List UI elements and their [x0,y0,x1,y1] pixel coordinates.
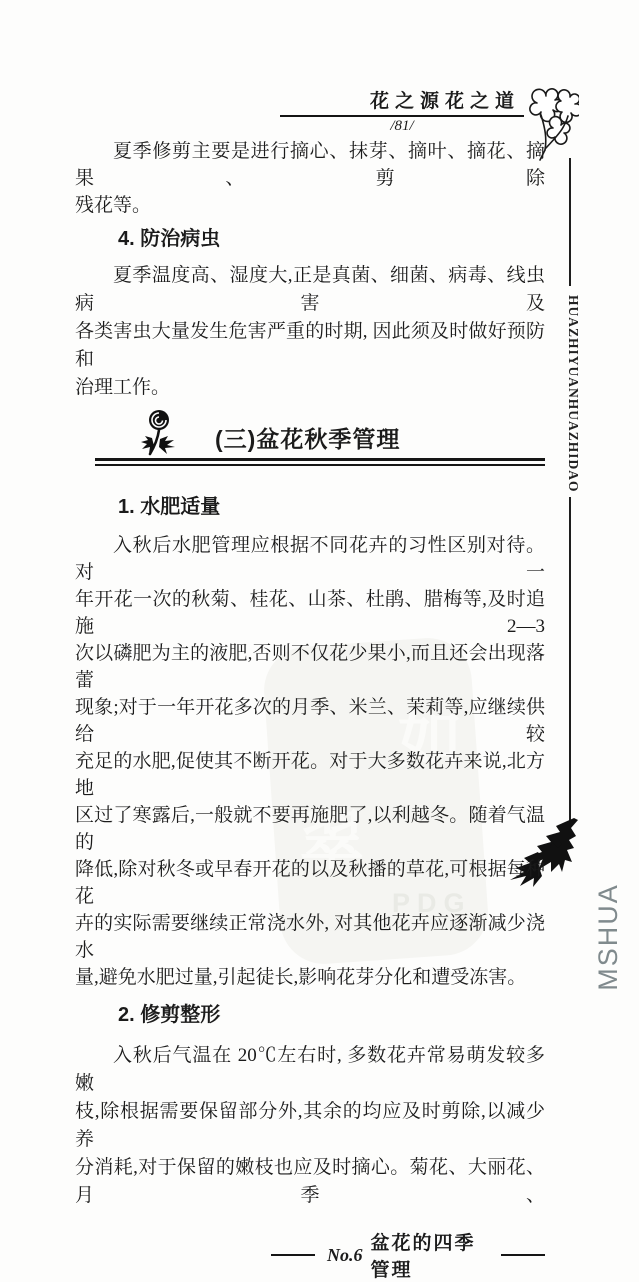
watermark-ghost-char: 如 [398,704,462,775]
text-line: 区过了寒露后,一般就不要再施肥了,以利越冬。随着气温的 [75,805,545,853]
watermark-ghost-char: 翠 [300,806,364,877]
heading-pruning-shaping: 2. 修剪整形 [118,1004,221,1026]
text-line: 量,避免水肥过量,引起徒长,影响花芽分化和遭受冻害。 [75,967,527,988]
text-line: 治理工作。 [75,377,171,398]
flower-bud-icon [137,409,181,461]
paragraph-summer-pruning [75,138,545,219]
text-line: 卉的实际需要继续正常浇水外, 对其他花卉应逐渐减少浇水 [75,913,545,961]
pdg-watermark: PDG [392,888,472,918]
side-rule-bottom [569,497,571,829]
section-title: (三)盆花秋季管理 [215,426,401,452]
heading-pest-control: 4. 防治病虫 [118,228,221,250]
side-rule-top [569,158,571,286]
text-line: 残花等。 [75,195,152,216]
text-line: 夏季修剪主要是进行摘心、抹芽、摘叶、摘花、摘果、剪除 [75,141,545,189]
heading-water-fertilizer: 1. 水肥适量 [118,496,221,518]
text-line: 夏季温度高、湿度大,正是真菌、细菌、病毒、线虫病害及 [75,265,545,314]
footer-dash-right [501,1254,545,1257]
text-line: 降低,除对秋冬或早春开花的以及秋播的草花,可根据每种花 [75,859,545,907]
text-line: 分消耗,对于保留的嫩枝也应及时摘心。菊花、大丽花、月季、 [75,1157,545,1206]
text-line: 年开花一次的秋菊、桂花、山茶、杜鹃、腊梅等,及时追施 2—3 [75,589,545,637]
text-line: 枝,除根据需要保留部分外,其余的均应及时剪除,以减少养 [75,1101,545,1150]
text-line: 入秋后水肥管理应根据不同花卉的习性区别对待。对一 [75,535,545,583]
mshua-watermark: MSHUA [593,883,623,991]
text-line: 次以磷肥为主的液肥,否则不仅花少果小,而且还会出现落蕾 [75,643,545,691]
section-banner [75,409,545,466]
paragraph-water-fertilizer [75,532,545,991]
paragraph-pest-control [75,262,545,402]
running-head-title: 花之源花之道 [280,86,524,117]
side-pinyin-caption: HUAZHIYUANHUAZHIDAO [566,295,581,493]
chapter-footer [271,1228,545,1282]
text-line: 入秋后气温在 20℃左右时, 多数花卉常易萌发较多嫩 [75,1045,545,1094]
page-header [280,86,524,135]
footer-chapter-title: 盆花的四季管理 [370,1233,476,1281]
text-column [75,138,545,1282]
page-number: /81/ [390,118,414,134]
text-line: 各类害虫大量发生危害严重的时期, 因此须及时做好预防和 [75,321,545,370]
text-line: 充足的水肥,促使其不断开花。对于大多数花卉来说,北方地 [75,751,545,799]
footer-chapter-no: No.6 [327,1244,363,1265]
paragraph-pruning-shaping [75,1042,545,1210]
text-line: 现象;对于一年开花多次的月季、米兰、茉莉等,应继续供给较 [75,697,545,745]
footer-dash-left [271,1254,315,1257]
